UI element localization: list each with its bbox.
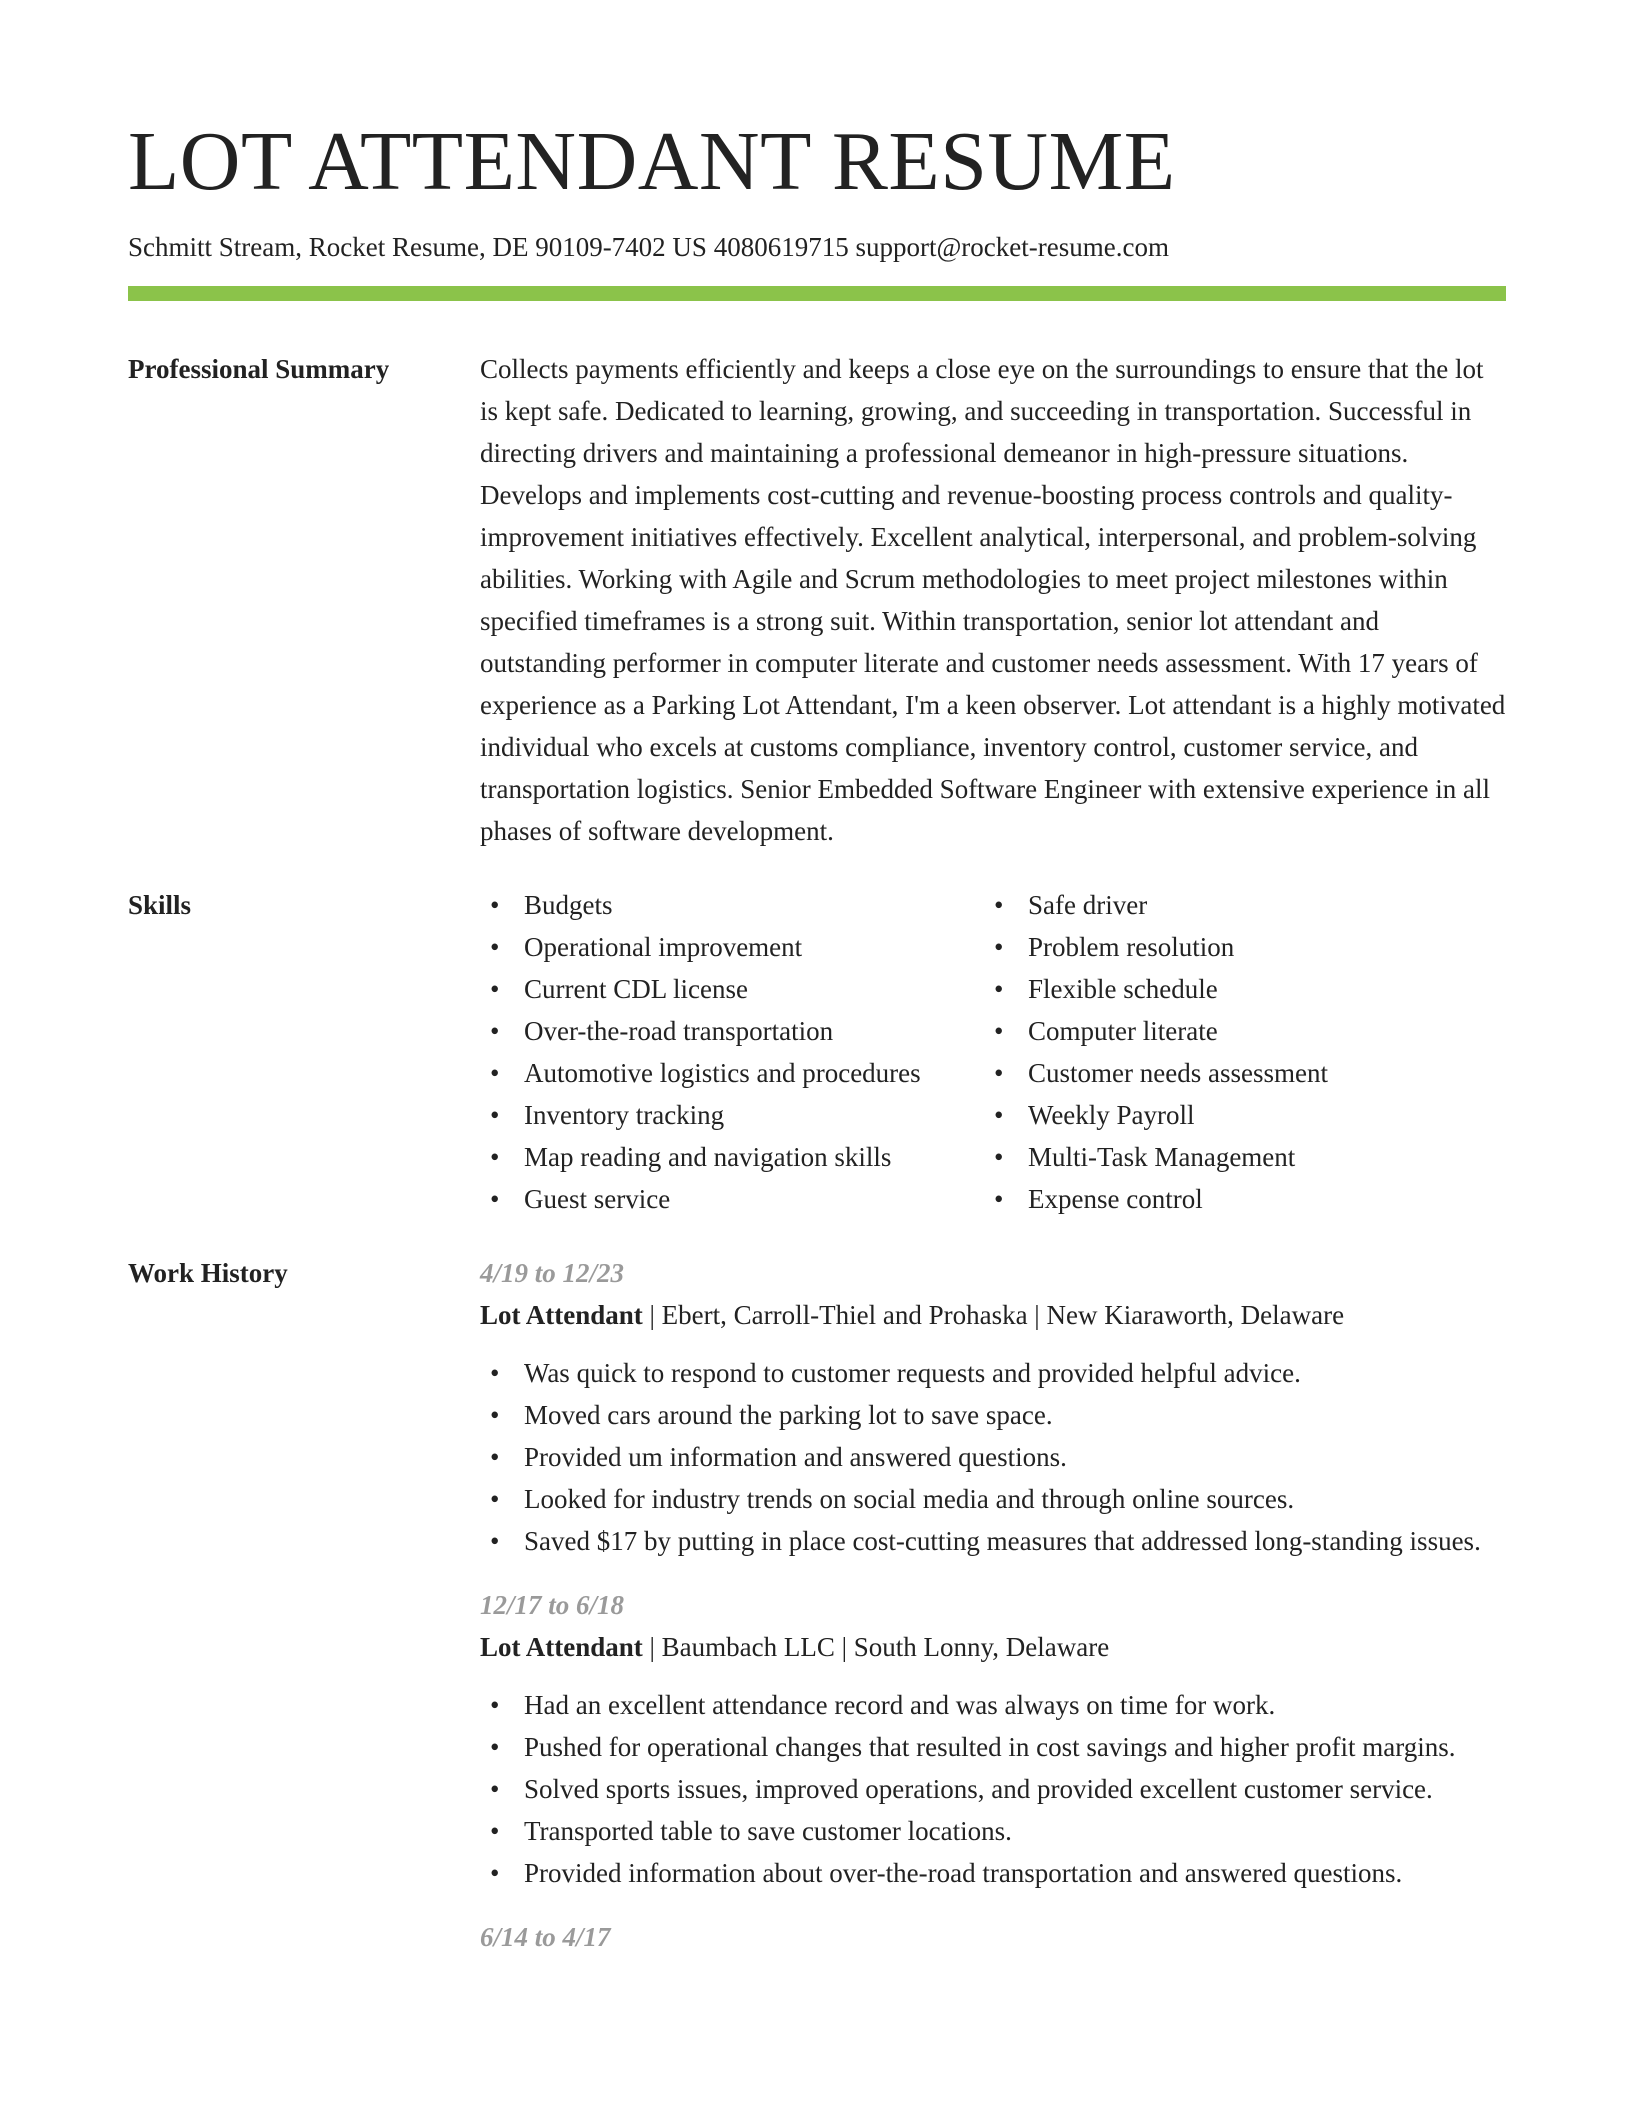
job-bullet: • Provided um information and answered questions.	[480, 1436, 1506, 1478]
job-entry	[480, 1584, 1506, 1894]
skills-column-right	[984, 884, 1488, 1220]
section-label-skills: Skills	[128, 890, 192, 920]
section-label-work-history: Work History	[128, 1258, 288, 1288]
skill-item: • Safe driver	[984, 884, 1488, 926]
skill-item: • Flexible schedule	[984, 968, 1488, 1010]
skill-item: • Inventory tracking	[480, 1094, 984, 1136]
accent-divider	[128, 286, 1506, 301]
job-bullet: • Moved cars around the parking lot to save space.	[480, 1394, 1506, 1436]
job-entry	[480, 1252, 1506, 1562]
job-bullet: • Had an excellent attendance record and was always on time for work.	[480, 1684, 1506, 1726]
job-bullets	[480, 1684, 1506, 1894]
job-bullets	[480, 1352, 1506, 1562]
job-details: | Baumbach LLC | South Lonny, Delaware	[642, 1632, 1110, 1662]
skills-section	[128, 884, 1506, 1220]
job-title: Lot Attendant	[480, 1632, 643, 1662]
skill-item: • Automotive logistics and procedures	[480, 1052, 984, 1094]
job-bullet: • Provided information about over-the-road transportation and answered questions.	[480, 1852, 1506, 1894]
job-details: | Ebert, Carroll-Thiel and Prohaska | New Kiaraworth, Delaware	[642, 1300, 1345, 1330]
skill-item: • Multi-Task Management	[984, 1136, 1488, 1178]
job-bullet: • Solved sports issues, improved operations, and provided excellent customer service.	[480, 1768, 1506, 1810]
job-dates: 4/19 to 12/23	[480, 1258, 625, 1288]
job-title: Lot Attendant	[480, 1300, 643, 1330]
work-history-list	[480, 1252, 1506, 1980]
section-label-summary: Professional Summary	[128, 354, 390, 384]
job-heading	[480, 1294, 1506, 1336]
job-bullet: • Pushed for operational changes that resulted in cost savings and higher profit margins.	[480, 1726, 1506, 1768]
skill-item: • Customer needs assessment	[984, 1052, 1488, 1094]
job-dates: 12/17 to 6/18	[480, 1590, 625, 1620]
professional-summary-section	[128, 348, 1506, 852]
skill-item: • Budgets	[480, 884, 984, 926]
skill-item: • Expense control	[984, 1178, 1488, 1220]
skill-item: • Map reading and navigation skills	[480, 1136, 984, 1178]
skill-item: • Computer literate	[984, 1010, 1488, 1052]
summary-text: Collects payments efficiently and keeps a close eye on the surroundings to ensure that the lot is kept safe. Dedicated to learning, growing, and succeeding in transportation. Successful in directing drivers and maintaining a professional demeanor in high-pressure situations. Develops and implements cost-cutting and revenue-boosting process controls and quality-improvement initiatives effectively. Excellent analytical, interpersonal, and problem-solving abilities. Working with Agile and Scrum methodologies to meet project milestones within specified timeframes is a strong suit. Within transportation, senior lot attendant and outstanding performer in computer literate and customer needs assessment. With 17 years of experience as a Parking Lot Attendant, I'm a keen observer. Lot attendant is a highly motivated individual who excels at customs compliance, inventory control, customer service, and transportation logistics. Senior Embedded Software Engineer with extensive experience in all phases of software development.	[480, 354, 1506, 846]
job-entry	[480, 1916, 1506, 1958]
skill-item: • Current CDL license	[480, 968, 984, 1010]
job-bullet: • Was quick to respond to customer requests and provided helpful advice.	[480, 1352, 1506, 1394]
resume-page	[128, 115, 1506, 1980]
skill-item: • Operational improvement	[480, 926, 984, 968]
job-bullet: • Saved $17 by putting in place cost-cutting measures that addressed long-standing issues.	[480, 1520, 1506, 1562]
resume-title: LOT ATTENDANT RESUME	[128, 115, 1176, 208]
job-heading	[480, 1626, 1506, 1668]
job-bullet: • Transported table to save customer locations.	[480, 1810, 1506, 1852]
contact-info: Schmitt Stream, Rocket Resume, DE 90109-7402 US 4080619715 support@rocket-resume.com	[128, 232, 1169, 262]
job-bullet: • Looked for industry trends on social media and through online sources.	[480, 1478, 1506, 1520]
skills-grid	[480, 884, 1506, 1220]
skill-item: • Guest service	[480, 1178, 984, 1220]
skills-column-left	[480, 884, 984, 1220]
skill-item: • Over-the-road transportation	[480, 1010, 984, 1052]
skill-item: • Weekly Payroll	[984, 1094, 1488, 1136]
job-dates: 6/14 to 4/17	[480, 1922, 611, 1952]
skill-item: • Problem resolution	[984, 926, 1488, 968]
work-history-section	[128, 1252, 1506, 1980]
